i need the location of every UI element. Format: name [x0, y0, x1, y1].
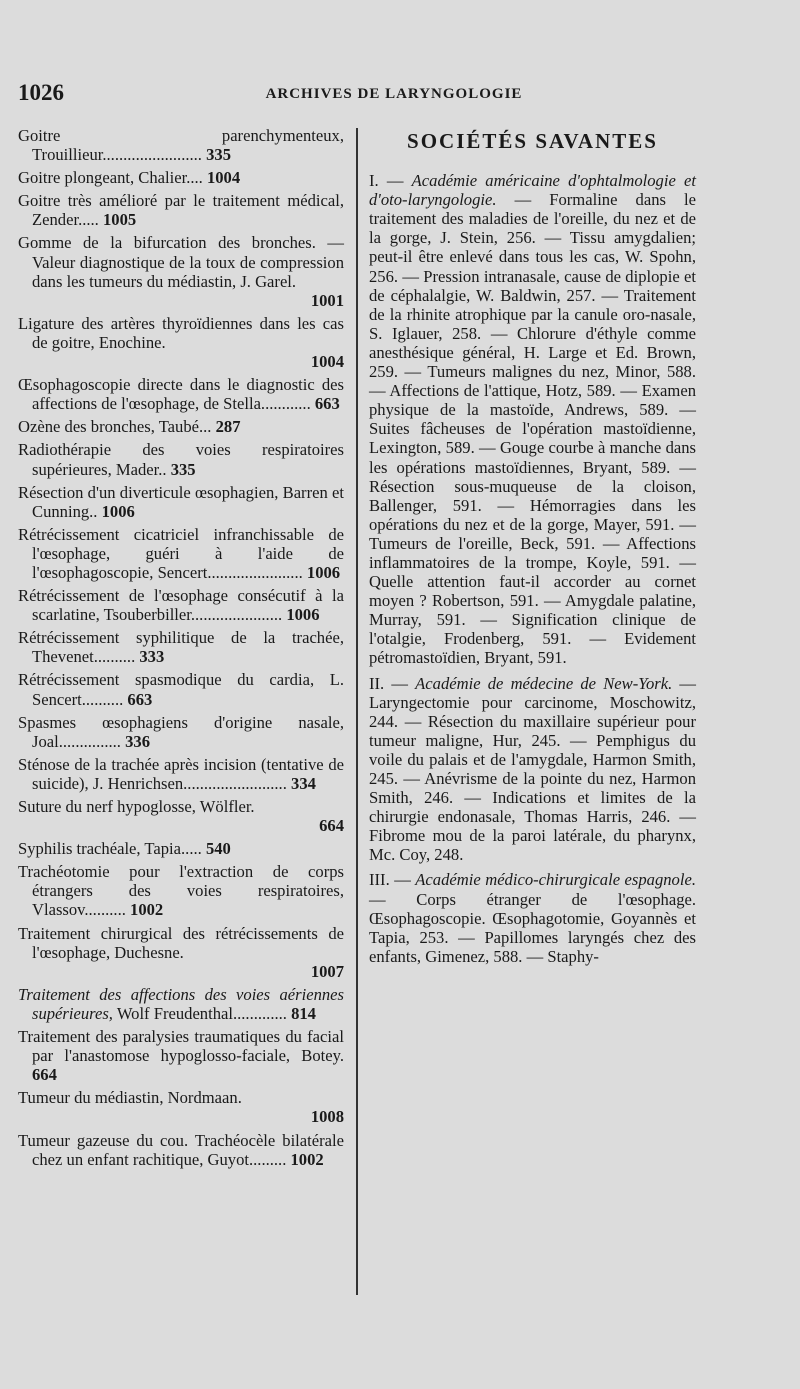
index-entry — [18, 586, 344, 624]
entry-page: 1002 — [130, 900, 164, 920]
entry-text: Tumeur du médiastin, Nordmaan. — [18, 1088, 242, 1108]
entry-page: 335 — [206, 145, 231, 165]
entry-page: 333 — [139, 647, 165, 667]
index-entry — [18, 314, 344, 371]
index-entry — [18, 1027, 344, 1084]
society-name: Académie de médecine de New-York. — [415, 673, 673, 693]
index-entry — [18, 670, 344, 708]
entry-text: Spasmes œsophagiens d'origine nasale, Joal............... — [18, 712, 344, 751]
block-prefix: III. — — [369, 870, 416, 890]
block-body: — Laryngectomie pour carcinome, Moschowitz, 244. — Résection du maxillaire supérieur pour tumeur maligne, Hur, 245. — Pemphigus du voile du palais et de l'amygdale, Harmon Smith, 245. — Anévrisme de la pointe du nez, Harmon Smith, 246. — Indications et limites de la chirurgie endonasale, Thomas Harris, 246. — Fibrome mou de la paroi latérale, du pharynx, Mc. Coy, 248. — [369, 673, 697, 865]
index-left-column — [18, 126, 344, 1173]
entry-page: 663 — [314, 394, 340, 414]
society-block — [369, 674, 696, 865]
society-block — [369, 870, 696, 965]
index-entry — [18, 126, 344, 164]
entry-page: 1006 — [286, 605, 320, 625]
index-entry — [18, 417, 344, 436]
index-right-column — [369, 129, 697, 972]
society-name: Académie médico-chirurgicale espagnole. — [415, 870, 696, 890]
journal-title: ARCHIVES DE LARYNGOLOGIE — [265, 86, 523, 102]
index-entry — [18, 440, 344, 478]
society-name: Académie américaine d'ophtalmologie et d'oto-laryngologie. — [369, 171, 696, 210]
index-entry — [18, 797, 344, 835]
society-block — [369, 171, 696, 667]
entry-text: Radiothérapie des voies respiratoires supérieures, Mader.. — [18, 440, 344, 479]
entry-page: 1007 — [310, 961, 344, 981]
entry-text: Œsophagoscopie directe dans le diagnostic des affections de l'œsophage, de Stella............ — [18, 375, 344, 414]
entry-text: Wolf Freudenthal............. — [112, 1003, 292, 1023]
entry-page: 1004 — [310, 352, 344, 372]
entry-text: Goitre plongeant, Chalier.... — [18, 168, 207, 188]
entry-text: Suture du nerf hypoglosse, Wölfler. — [18, 797, 255, 816]
entry-page: 1008 — [310, 1107, 344, 1127]
entry-page: 287 — [215, 417, 241, 437]
entry-text: Sténose de la trachée après incision (tentative de suicide), J. Henrichsen......................... — [18, 754, 344, 793]
entry-page: 1004 — [206, 168, 241, 188]
index-entry — [18, 1088, 344, 1126]
entry-page: 1002 — [290, 1149, 324, 1169]
entry-text: Goitre parenchymenteux, Trouillieur........................ — [18, 126, 344, 165]
index-entry — [18, 924, 344, 981]
index-entry — [18, 862, 344, 919]
entry-text: Ozène des bronches, Taubé... — [18, 417, 216, 437]
entry-page: 334 — [291, 773, 316, 793]
index-entry — [18, 755, 344, 793]
block-body: — Corps étranger de l'œsophage. Œsophagoscopie. Œsophagotomie, Goyannès et Tapia, 253. — Papillomes laryngés chez des enfants, Gimenez, 588. — Staphy- — [369, 889, 696, 966]
entry-page: 1005 — [102, 210, 137, 230]
index-entry — [18, 525, 344, 582]
entry-text: Rétrécissement spasmodique du cardia, L. Sencert.......... — [18, 670, 344, 709]
section-title: SOCIÉTÉS SAVANTES — [407, 129, 658, 153]
entry-text: Rétrécissement syphilitique de la trachée, Thevenet.......... — [18, 628, 344, 667]
index-entry — [18, 375, 344, 413]
entry-page: 1006 — [101, 501, 135, 521]
entry-page: 540 — [205, 839, 231, 859]
index-entry — [18, 483, 344, 521]
entry-page: 1001 — [310, 290, 344, 310]
block-prefix: I. — — [369, 171, 412, 191]
entry-text: Tumeur gazeuse du cou. Trachéocèle bilatérale chez un enfant rachitique, Guyot......... — [18, 1130, 344, 1169]
entry-page: 814 — [291, 1003, 316, 1023]
page-header — [18, 80, 770, 110]
index-entry — [18, 168, 344, 187]
entry-page: 336 — [125, 731, 150, 751]
block-prefix: II. — — [369, 673, 416, 693]
index-entry — [18, 713, 344, 751]
entry-text: Goitre très amélioré par le traitement médical, Zender..... — [18, 191, 344, 230]
entry-text: Traitement des paralysies traumatiques du facial par l'anastomose hypoglosso-faciale, Botey. — [18, 1027, 344, 1066]
entry-text: Traitement chirurgical des rétrécissements de l'œsophage, Duchesne. — [18, 923, 344, 962]
entry-page: 664 — [32, 1065, 57, 1085]
index-entry — [18, 1131, 344, 1169]
entry-text: Rétrécissement de l'œsophage consécutif à la scarlatine, Tsouberbiller...................... — [18, 586, 344, 625]
index-entry — [18, 191, 344, 229]
entry-page: 335 — [170, 459, 196, 479]
index-entry — [18, 985, 344, 1023]
column-divider — [356, 128, 358, 1295]
entry-text: Résection d'un diverticule œsophagien, Barren et Cunning.. — [18, 482, 344, 521]
index-entry — [18, 839, 344, 858]
index-entry — [18, 628, 344, 666]
entry-text: Rétrécissement cicatriciel infranchissable de l'œsophage, guéri à l'aide de l'œsophagoscopie, Sencert....................... — [18, 524, 344, 582]
entry-text: Gomme de la bifurcation des bronches. — Valeur diagnostique de la toux de compression dans les tumeurs du médiastin, J. Garel. — [18, 233, 344, 291]
block-body: — Formaline dans le traitement des maladies de l'oreille, du nez et de la gorge, J. Stein, 256. — Tissu amygdalien; peut-il être enlevé dans tous les cas, W. Spohn, 256. — Pression intranasale, cause de diplopie et de céphalalgie, W. Baldwin, 257. — Traitement de la rhinite atrophique par la canule oro-nasale, S. Iglauer, 258. — Chlorure d'éthyle comme anesthésique général, H. Large et Ed. Brown, 259. — Tumeurs malignes du nez, Minor, 588. — Affections de l'attique, Hotz, 589. — Examen physique de la mastoïde, Andrews, 589. — Suites fâcheuses de l'opération mastoïdienne, Lexington, 589. — Gouge courbe à manche dans les opérations mastoïdiennes, Bryant, 589. — Résection sous-muqueuse de la cloison, Ballenger, 591. — Hémorragies dans les opérations du nez et de la gorge, Mayer, 591. — Tumeurs de l'oreille, Beck, 591. — Affections inflammatoires de la trompe, Koyle, 591. — Quelle attention faut-il accorder au cornet moyen ? Robertson, 591. — Amygdale palatine, Murray, 591. — Signification clinique de l'otalgie, Frodenberg, 591. — Evidement pétromastoïdien, Bryant, 591. — [369, 190, 696, 668]
page-number: 1026 — [18, 80, 64, 105]
entry-text: Trachéotomie pour l'extraction de corps étrangers des voies respiratoires, Vlassov.......... — [18, 862, 344, 920]
entry-text: Ligature des artères thyroïdiennes dans les cas de goitre, Enochine. — [18, 313, 344, 352]
entry-italic-title: Traitement des affections des voies aériennes supérieures, — [18, 984, 344, 1023]
entry-page: 664 — [319, 816, 344, 836]
entry-text: Syphilis trachéale, Tapia..... — [18, 839, 206, 859]
entry-page: 1006 — [306, 562, 341, 582]
entry-page: 663 — [127, 689, 153, 709]
index-entry — [18, 233, 344, 309]
